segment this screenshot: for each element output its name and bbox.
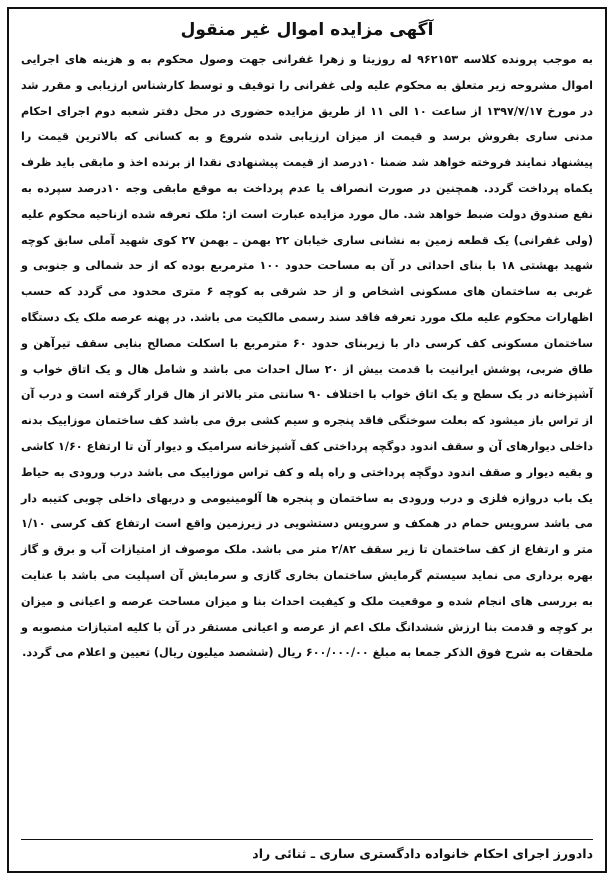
notice-title: آگهی مزایده اموال غیر منقول [180, 20, 434, 40]
notice-signature: دادورز اجرای احکام خانواده دادگستری ساری ـ ثنائی راد [21, 839, 593, 865]
notice-body: به موجب پرونده کلاسه ۹۶۲۱۵۳ له روزیتا و زهرا غفرانی جهت وصول محکوم به و هزینه های اجرایی اموال مشروحه زیر متعلق به محکوم علیه ولی غفرانی را توقیف و توسط کارشناس ارزیابی و مقرر شد در مورخ ۱۳۹۷/۷/۱۷ از ساعت ۱۰ الی ۱۱ از طریق مزایده حضوری در محل دفتر شعبه دوم اجرای احکام مدنی ساری بفروش برسد و قیمت از میزان ارزیابی شده شروع و به کسانی که بالاترین قیمت را پیشنهاد نمایند فروخته خواهد شد ضمنا ۱۰درصد از قیمت پیشنهادی نقدا از برنده اخذ و مابقی باید ظرف یکماه پرداخت گردد. همچنین در صورت انصراف یا عدم پرداخت به موقع مابقی وجه ۱۰درصد سپرده به نفع صندوق دولت ضبط خواهد شد. مال مورد مزایده عبارت است از: ملک تعرفه شده ازناحیه محکوم علیه (ولی غفرانی) یک قطعه زمین به نشانی ساری خیابان ۲۲ بهمن ـ بهمن ۲۷ کوی شهید آملی سابق کوچه شهید بهشتی ۱۸ با بنای احداثی در آن به مساحت حدود ۱۰۰ مترمربع بوده که از حد شمالی و جنوبی و غربی به ساختمان های مسکونی اشخاص و از حد شرقی به کوچه ۶ متری محدود می گردد که حسب اظهارات محکوم علیه ملک مورد تعرفه فاقد سند رسمی مالکیت می باشد. در پهنه عرصه ملک یک دستگاه ساختمان مسکونی کف کرسی دار با زیربنای حدود ۶۰ مترمربع با اسکلت مصالح بنایی سقف تیرآهن و طاق ضربی، پوشش ایرانیت با قدمت بیش از ۲۰ سال احداث می باشد و شامل هال و یک اتاق خواب و آشپزخانه در یک سطح و یک اتاق خواب با اختلاف ۹۰ سانتی متر بالاتر از هال قرار گرفته است و درب آن از تراس باز میشود که بعلت سوختگی فاقد پنجره و سیم کشی برق می باشد کف ساختمان موزاییک بدنه داخلی دیوارهای آن و سقف اندود دوگچه پرداختی کف آشپزخانه سرامیک و دیوار آن تا ارتفاع ۱/۶۰ کاشی و بقیه دیوار و صقف اندود دوگچه پرداختی و راه پله و کف تراس موزاییک می باشد درب ورودی به حیاط یک باب دروازه فلزی و درب ورودی به ساختمان و پنجره ها آلومینیومی و دربهای داخلی چوبی کتیبه دار می باشد سرویس حمام در همکف و سرویس دستشویی در زیرزمین واقع است ارتفاع کف کرسی ۱/۱۰ متر و ارتفاع از کف ساختمان تا زیر سقف ۲/۸۲ متر می باشد. ملک موصوف از امتیازات آب و برق و گاز بهره برداری می نماید سیستم گرمایش ساختمان بخاری گازی و سرمایش آن اسپلیت می باشد با عنایت به بررسی های انجام شده و موقعیت ملک و کیفیت احداث بنا و میزان مساحت عرصه و اعیانی و میزان بر کوچه و قدمت بنا ارزش ششدانگ ملک اعم از عرصه و اعیانی مستقر در آن با کلیه امتیازات منصوبه و ملحقات به شرح فوق الذکر جمعا به مبلغ ۶۰۰/۰۰۰/۰۰ ریال (ششصد میلیون ریال) تعیین و اعلام می گردد. [21, 53, 594, 660]
notice-frame [7, 7, 607, 873]
